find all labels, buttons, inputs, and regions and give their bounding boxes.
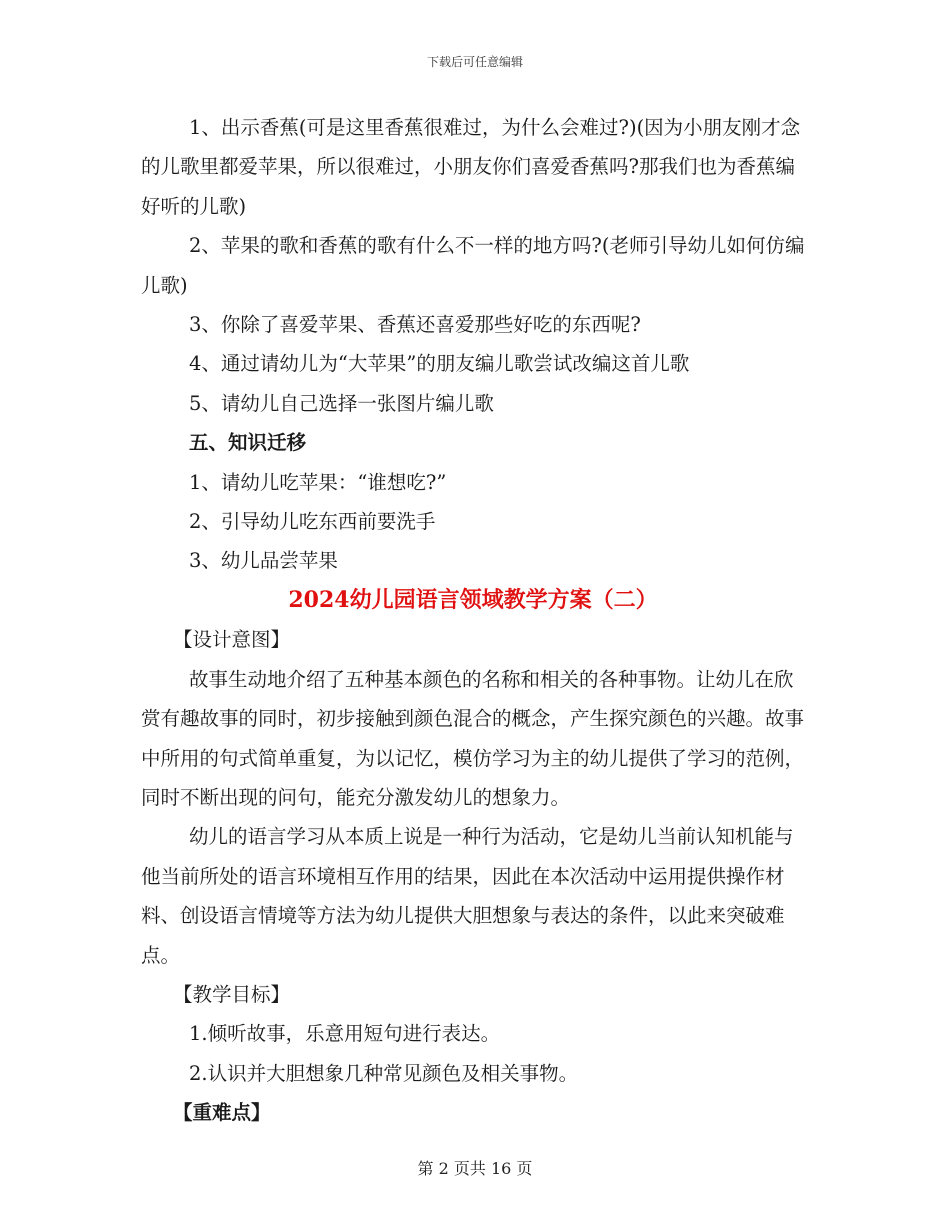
- page-footer: 第 2 页共 16 页: [417, 1159, 533, 1178]
- document-body: [141, 108, 805, 1133]
- paragraph: 故事生动地介绍了五种基本颜色的名称和相关的各种事物。让幼儿在欣赏有趣故事的同时，初步接触到颜色混合的概念，产生探究颜色的兴趣。故事中所用的句式简单重复，为以记忆，模仿学习为主的幼儿提供了学习的范例，同时不断出现的问句，能充分激发幼儿的想象力。: [141, 667, 805, 809]
- paragraph: 1、请幼儿吃苹果：“谁想吃?”: [189, 470, 447, 494]
- paragraph: 2.认识并大胆想象几种常见颜色及相关事物。: [189, 1061, 579, 1085]
- page-header: 下载后可任意编辑: [426, 55, 523, 69]
- paragraph: 3、你除了喜爱苹果、香蕉还喜爱那些好吃的东西呢?: [189, 313, 641, 337]
- paragraph: 1.倾听故事，乐意用短句进行表达。: [189, 1022, 501, 1046]
- bracket-heading: 【设计意图】: [173, 628, 291, 652]
- paragraph: 2、苹果的歌和香蕉的歌有什么不一样的地方吗?(老师引导幼儿如何仿编儿歌): [141, 234, 805, 297]
- paragraph: 3、幼儿品尝苹果: [189, 549, 338, 573]
- document-title: 2024幼儿园语言领域教学方案（二）: [288, 586, 658, 613]
- paragraph: 1、出示香蕉(可是这里香蕉很难过，为什么会难过?)(因为小朋友刚才念的儿歌里都爱苹果，所以很难过，小朋友你们喜爱香蕉吗?那我们也为香蕉编好听的儿歌): [141, 116, 801, 218]
- section-heading: 五、知识迁移: [189, 431, 307, 455]
- paragraph: 5、请幼儿自己选择一张图片编儿歌: [189, 391, 494, 415]
- bracket-heading: 【教学目标】: [173, 982, 291, 1006]
- paragraph: 4、通过请幼儿为“大苹果”的朋友编儿歌尝试改编这首儿歌: [189, 352, 690, 376]
- paragraph: 幼儿的语言学习从本质上说是一种行为活动，它是幼儿当前认知机能与他当前所处的语言环境相互作用的结果，因此在本次活动中运用提供操作材料、创设语言情境等方法为幼儿提供大胆想象与表达的条件，以此来突破难点。: [141, 825, 794, 967]
- paragraph: 2、引导幼儿吃东西前要洗手: [189, 510, 436, 534]
- bracket-heading: 【重难点】: [173, 1101, 271, 1125]
